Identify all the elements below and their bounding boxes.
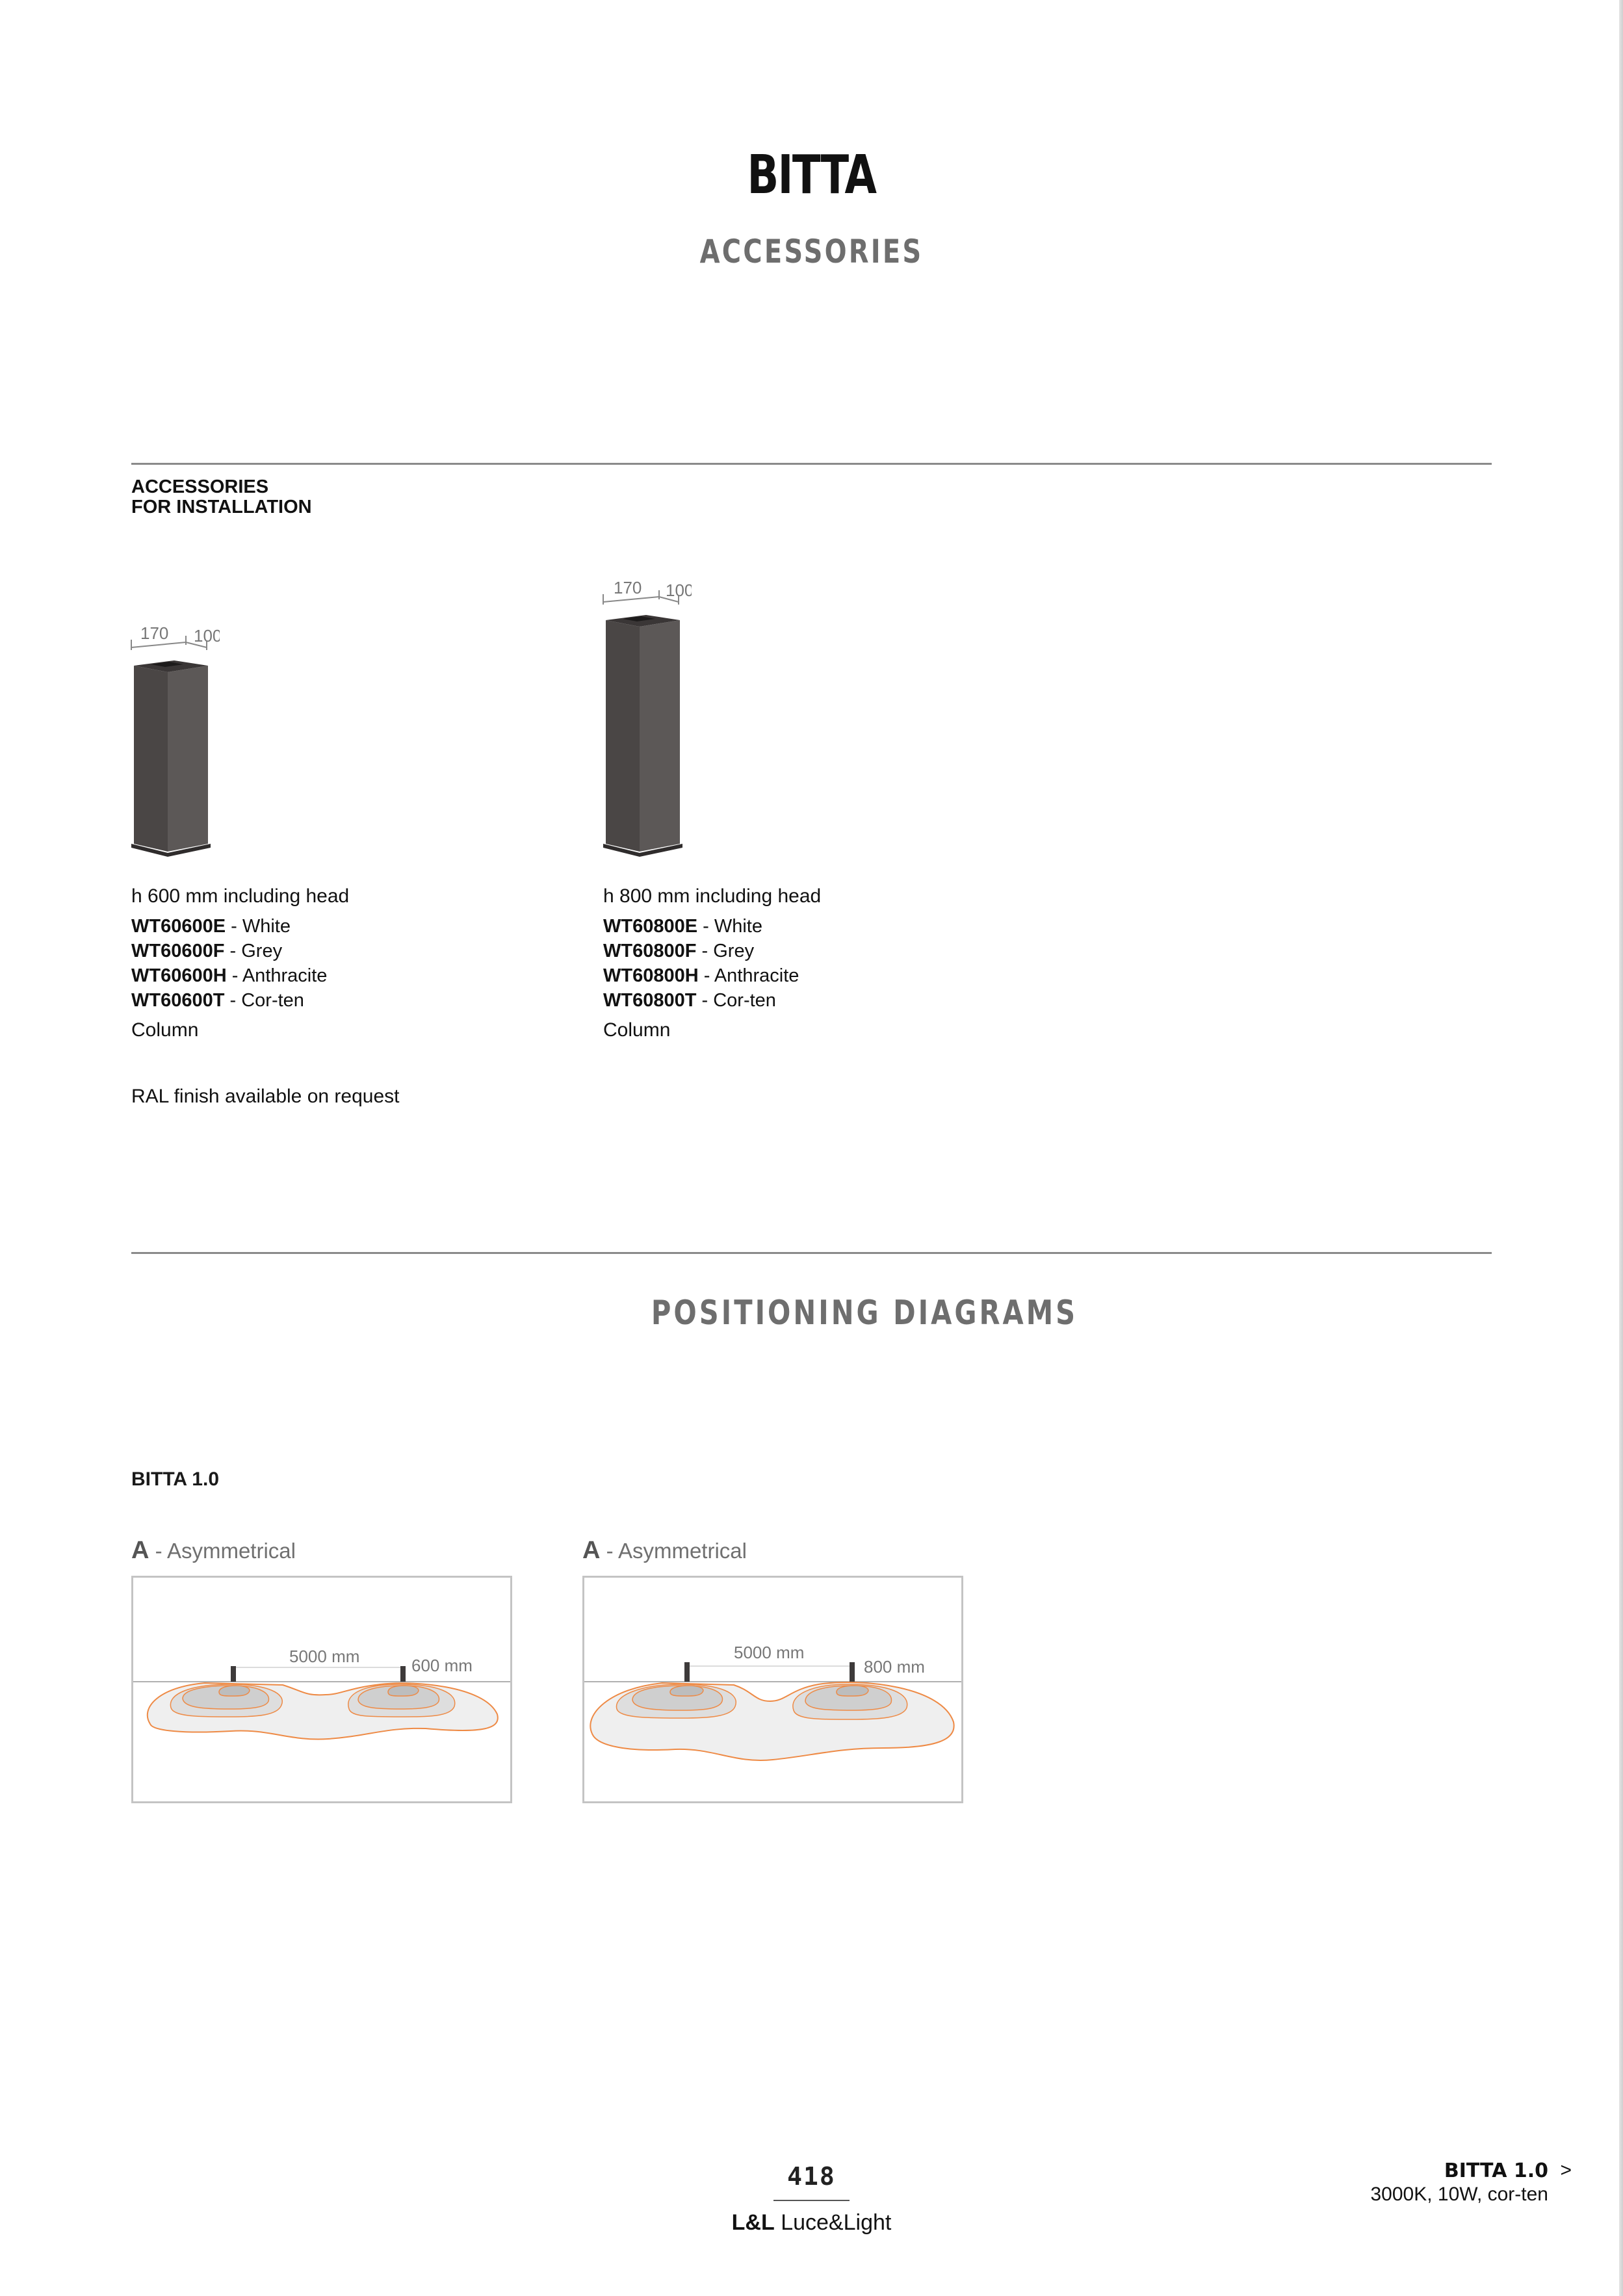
diagram-1-height: 600 mm [411,1656,473,1675]
product-800-code-list [603,914,967,1013]
product-code-row [603,963,967,988]
diagram-1-spacing: 5000 mm [289,1647,360,1666]
diagram-letter: A [582,1537,601,1564]
product-finish: - Grey [224,941,283,961]
diagram-letter: A [131,1537,149,1564]
product-800-type: Column [603,1019,671,1041]
product-600-code-list [131,914,495,1013]
next-product-link[interactable] [1370,2159,1572,2206]
product-code-row [603,988,967,1013]
model-label: BITTA 1.0 [131,1468,220,1490]
positioning-title: POSITIONING DIAGRAMS [651,1294,1078,1333]
diagram-2-box [582,1576,963,1803]
page-title: BITTA [747,144,876,206]
product-code: WT60600E [131,916,226,937]
product-code: WT60800T [603,990,697,1011]
product-code: WT60800E [603,916,698,937]
product-code: WT60600F [131,941,225,961]
page-number: 418 [787,2162,836,2191]
diagram-2-height: 800 mm [864,1657,925,1676]
product-finish: - Grey [696,941,755,961]
product-finish: - White [697,916,762,937]
diagram-2-spacing: 5000 mm [734,1643,805,1662]
product-800-info [603,884,967,1043]
next-product-title: BITTA 1.0 [1444,2159,1548,2182]
page-subtitle: ACCESSORIES [699,233,924,270]
column-800-image [601,572,692,858]
product-600-info [131,884,495,1043]
product-finish: - Anthracite [226,965,328,986]
product-code-row [603,914,967,939]
brand-name: Luce&Light [774,2210,892,2235]
product-code: WT60600T [131,990,225,1011]
accessories-section-label [131,477,312,517]
product-finish: - Anthracite [698,965,799,986]
diagram-1-box [131,1576,512,1803]
product-code: WT60800F [603,941,697,961]
product-800-description: h 800 mm including head [603,885,822,907]
column-800-width-dim: 170 [614,578,642,597]
product-code-row [603,939,967,963]
product-code-row [131,914,495,939]
section-label-line1: ACCESSORIES [131,476,269,497]
product-code: WT60600H [131,965,227,986]
chevron-right-icon: > [1560,2159,1572,2181]
product-finish: - Cor-ten [224,990,304,1011]
product-600-description: h 600 mm including head [131,885,350,907]
column-600-width-dim: 170 [140,623,169,643]
product-code-row [131,963,495,988]
column-600-depth-dim: 100 [194,626,220,646]
diagram-2-label [582,1537,747,1565]
diagram-1-label [131,1537,296,1565]
page-edge-shadow [1619,0,1623,2296]
brand-bold: L&L [731,2210,775,2235]
product-600-type: Column [131,1019,199,1041]
section-divider-top [131,463,1492,465]
column-800-depth-dim: 100 [666,581,692,600]
column-600-image [129,618,220,858]
section-divider-positioning [131,1252,1492,1254]
product-code-row [131,988,495,1013]
product-finish: - White [226,916,291,937]
product-finish: - Cor-ten [696,990,776,1011]
section-label-line2: FOR INSTALLATION [131,497,312,517]
product-code-row [131,939,495,963]
diagram-type: - Asymmetrical [600,1539,747,1563]
brand-logo-text [0,2210,1623,2236]
page-number-divider [773,2200,850,2201]
next-product-subtitle: 3000K, 10W, cor-ten [1370,2184,1548,2205]
product-code: WT60800H [603,965,699,986]
ral-finish-note: RAL finish available on request [131,1086,400,1107]
diagram-type: - Asymmetrical [149,1539,296,1563]
